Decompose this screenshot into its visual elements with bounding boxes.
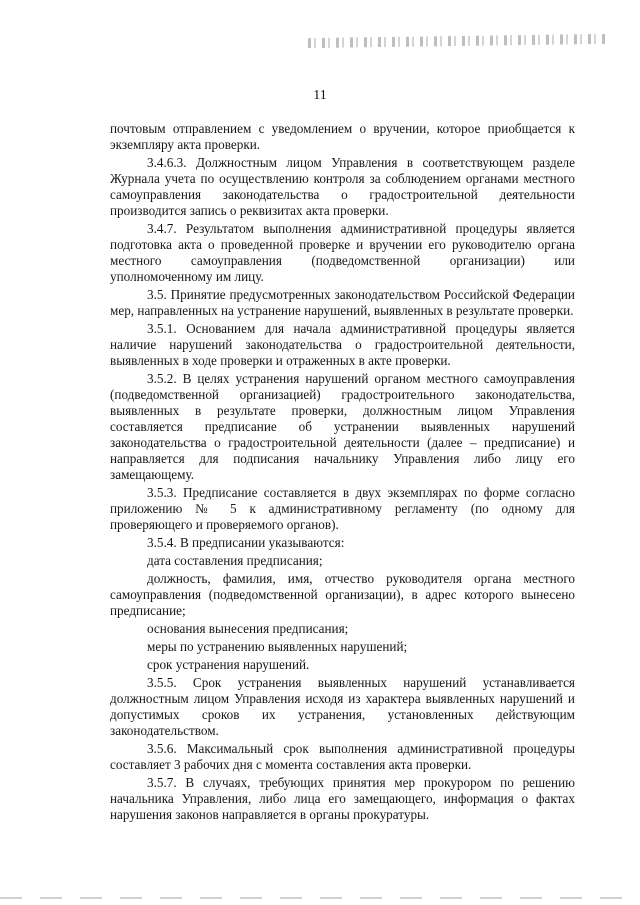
- list-item: дата составления предписания;: [147, 553, 323, 568]
- paragraph: 3.5.3. Предписание составляется в двух экземплярах по форме согласно приложению № 5 к административному регламенту (по одному для проверяющего и проверяемого органов).: [110, 485, 575, 532]
- paragraph: 3.5.1. Основанием для начала административной процедуры является наличие нарушений законодательства о градостроительной деятельности, выявленных в ходе проверки и отраженных в акте проверки.: [110, 321, 575, 368]
- scan-artifact: [308, 34, 608, 48]
- scan-artifact-bottom: [0, 897, 640, 899]
- paragraph: почтовым отправлением с уведомлением о вручении, которое приобщается к экземпляру акта проверки.: [110, 121, 575, 152]
- paragraph: 3.5.6. Максимальный срок выполнения административной процедуры составляет 3 рабочих дня с момента составления акта проверки.: [110, 741, 575, 772]
- paragraph: 3.5.5. Срок устранения выявленных нарушений устанавливается должностным лицом Управления исходя из характера выявленных нарушений и допустимых сроков их устранения, установленных действующим законодательством.: [110, 675, 575, 738]
- paragraph: 3.5.7. В случаях, требующих принятия мер прокурором по решению начальника Управления, либо лица его замещающего, информация о фактах нарушения законов направляется в органы прокуратуры.: [110, 775, 575, 822]
- list-item: срок устранения нарушений.: [147, 657, 310, 672]
- page-number: 11: [313, 88, 327, 103]
- paragraph: 3.4.6.3. Должностным лицом Управления в соответствующем разделе Журнала учета по осуществлению контроля за соблюдением органами местного самоуправления законодательства о градостроительной деятельности производится запись о реквизитах акта проверки.: [110, 155, 575, 218]
- paragraph: 3.5.4. В предписании указываются:: [147, 535, 345, 550]
- list-item: меры по устранению выявленных нарушений;: [147, 639, 408, 654]
- paragraph: 3.5.2. В целях устранения нарушений органом местного самоуправления (подведомственной организацией) градостроительного законодательства, выявленных в результате проверки, должностным лицом Управления составляется предписание об устранении выявленных нарушений законодательства о градостроительной деятельности (далее – предписание) и направляется для подписания начальнику Управления либо лицу его замещающему.: [110, 371, 575, 482]
- list-item: должность, фамилия, имя, отчество руководителя органа местного самоуправления (подведомственной организации), в адрес которого вынесено предписание;: [110, 571, 575, 618]
- section-heading: 3.5. Принятие предусмотренных законодательством Российской Федерации мер, направленных на устранение нарушений, выявленных в результате проверки.: [110, 287, 575, 318]
- list-item: основания вынесения предписания;: [147, 621, 349, 636]
- paragraph: 3.4.7. Результатом выполнения административной процедуры является подготовка акта о проведенной проверке и вручении его руководителю органа местного самоуправления (подведомственной организации) или уполномоченному им лицу.: [110, 221, 575, 284]
- document-body: [110, 121, 575, 825]
